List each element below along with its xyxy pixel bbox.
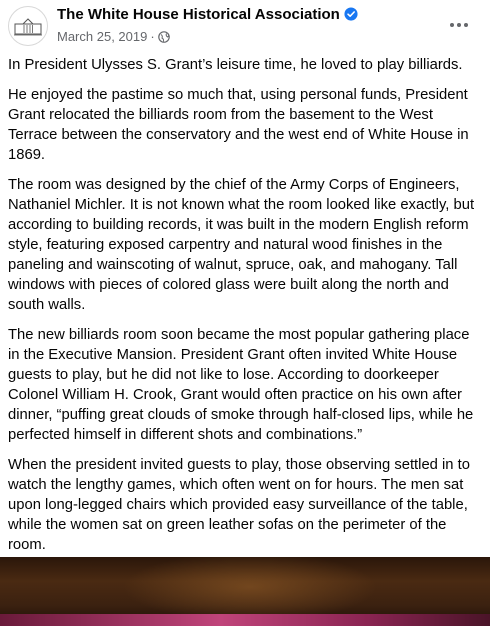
- post-paragraph: The room was designed by the chief of the Army Corps of Engineers, Nathaniel Michler. It is not known what the room looked like exactly, but according to building records, it was built in the modern English reform style, featuring exposed carpentry and natural wood finishes in the paneling and wainscoting of walnut, spruce, oak, and mahogany. Tall windows with pieces of colored glass were built along the north and south walls.: [8, 177, 475, 313]
- post-date[interactable]: March 25, 2019: [57, 29, 148, 44]
- post-paragraph: In President Ulysses S. Grant’s leisure time, he loved to play billiards.: [8, 57, 463, 73]
- post-paragraph: He enjoyed the pastime so much that, using personal funds, President Grant relocated the billiards room from the basement to the West Terrace between the conservatory and the west end of White House in 1869.: [8, 87, 469, 163]
- post-meta: [57, 29, 170, 44]
- more-options-icon: [449, 22, 469, 28]
- post-paragraph: When the president invited guests to play, those observing settled in to watch the lengthy games, which often went on for hours. The men sat upon long-legged chairs which provided easy surveillance of the table, while the women sat on green leather sofas on the perimeter of the room.: [8, 457, 470, 553]
- post-body: [8, 55, 480, 565]
- white-house-logo-icon: [13, 15, 43, 37]
- image-painting-strip: [0, 614, 490, 626]
- globe-icon[interactable]: [158, 31, 170, 43]
- page-name-link[interactable]: [57, 6, 358, 23]
- post-image[interactable]: [0, 557, 490, 626]
- meta-separator: ·: [150, 29, 155, 44]
- more-options-button[interactable]: [442, 10, 476, 40]
- post-paragraph: The new billiards room soon became the most popular gathering place in the Executive Mansion. President Grant often invited White House guests to play, but he did not like to lose. According to doorkeeper Colonel William H. Crook, Grant would often practice on his own after dinner, “puffing great clouds of smoke through half-closed lips, while he perfected himself in different shots and combinations.”: [8, 327, 474, 443]
- page-name[interactable]: The White House Historical Association: [57, 6, 340, 23]
- verified-badge-icon: [344, 7, 358, 21]
- page-avatar[interactable]: [8, 6, 48, 46]
- post-header: [0, 0, 490, 50]
